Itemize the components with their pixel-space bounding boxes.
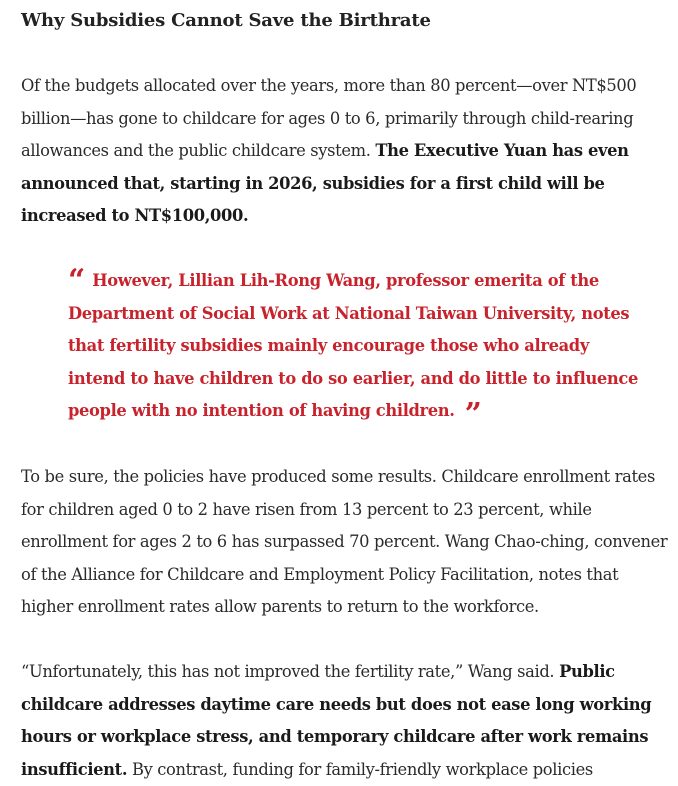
pull-quote [68, 263, 648, 432]
open-quote-icon: “ [68, 263, 83, 298]
paragraph-enrollment-results [21, 461, 669, 624]
section-heading: Why Subsidies Cannot Save the Birthrate [21, 10, 431, 31]
pull-quote-text: However, Lillian Lih-Rong Wang, professor emerita of the Department of Social Work at National Taiwan University, notes that fertility subsidies mainly encourage those who already intend to have children to do so earlier, and do little to influence people with no intention of having children. [68, 271, 638, 420]
paragraph-bold-text: Public childcare addresses daytime care needs but does not ease long working hours or workplace stress, and temporary childcare after work remains insufficient. [21, 662, 652, 779]
paragraph-text: “Unfortunately, this has not improved the fertility rate,” Wang said. [21, 662, 555, 681]
paragraph-text: To be sure, the policies have produced some results. Childcare enrollment rates for children aged 0 to 2 have risen from 13 percent to 23 percent, while enrollment for ages 2 to 6 has surpassed 70 percent. Wang Chao-ching, convener of the Alliance for Childcare and Employment Policy Facilitation, notes that higher enrollment rates allow parents to return to the workforce. [21, 467, 668, 616]
paragraph-bold-text: The Executive Yuan has even announced that, starting in 2026, subsidies for a first child will be increased to NT$100,000. [21, 141, 629, 225]
paragraph-text: Of the budgets allocated over the years, more than 80 percent—over NT$500 billion—has gone to childcare for ages 0 to 6, primarily through child-rearing allowances and the public childcare system. [21, 76, 637, 160]
paragraph-tail-text: By contrast, funding for family-friendly workplace policies [131, 759, 593, 779]
paragraph-fertility-rate [21, 656, 669, 786]
close-quote-icon: ” [464, 397, 479, 432]
paragraph-budget-allocation [21, 70, 669, 233]
